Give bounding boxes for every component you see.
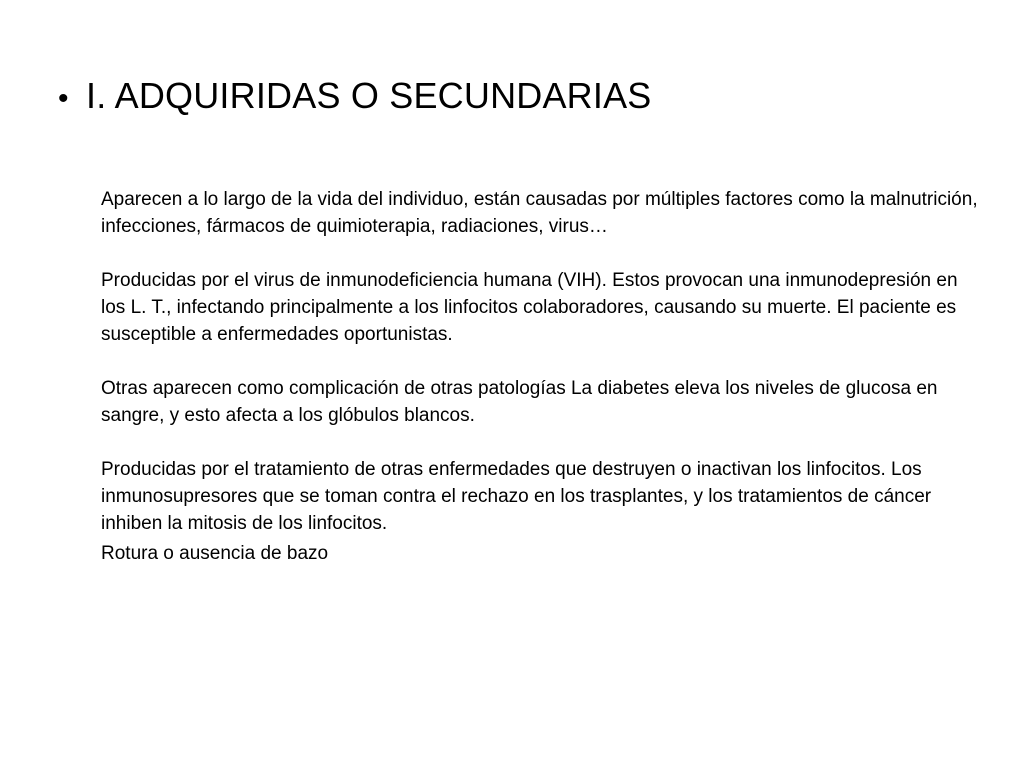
slide-body <box>101 186 981 594</box>
paragraph-treatments: Producidas por el tratamiento de otras enfermedades que destruyen o inactivan los linfocitos. Los inmunosupresores que se toman contra el rechazo en los trasplantes, y los tratamientos de cáncer inhiben la mitosis de los linfocitos. <box>101 459 932 534</box>
title-bullet: • <box>58 82 69 115</box>
slide-title: I. ADQUIRIDAS O SECUNDARIAS <box>86 75 652 116</box>
paragraph-spleen: Rotura o ausencia de bazo <box>101 543 329 564</box>
title-row <box>58 74 652 118</box>
paragraph-hiv: Producidas por el virus de inmunodeficiencia humana (VIH). Estos provocan una inmunodepresión en los L. T., infectando principalmente a los linfocitos colaboradores, causando su muerte. El paciente es susceptible a enfermedades oportunistas. <box>101 270 958 345</box>
paragraph-acquired-causes: Aparecen a lo largo de la vida del individuo, están causadas por múltiples factores como la malnutrición, infecciones, fármacos de quimioterapia, radiaciones, virus… <box>101 189 978 237</box>
paragraph-complications: Otras aparecen como complicación de otras patologías La diabetes eleva los niveles de glucosa en sangre, y esto afecta a los glóbulos blancos. <box>101 378 938 426</box>
